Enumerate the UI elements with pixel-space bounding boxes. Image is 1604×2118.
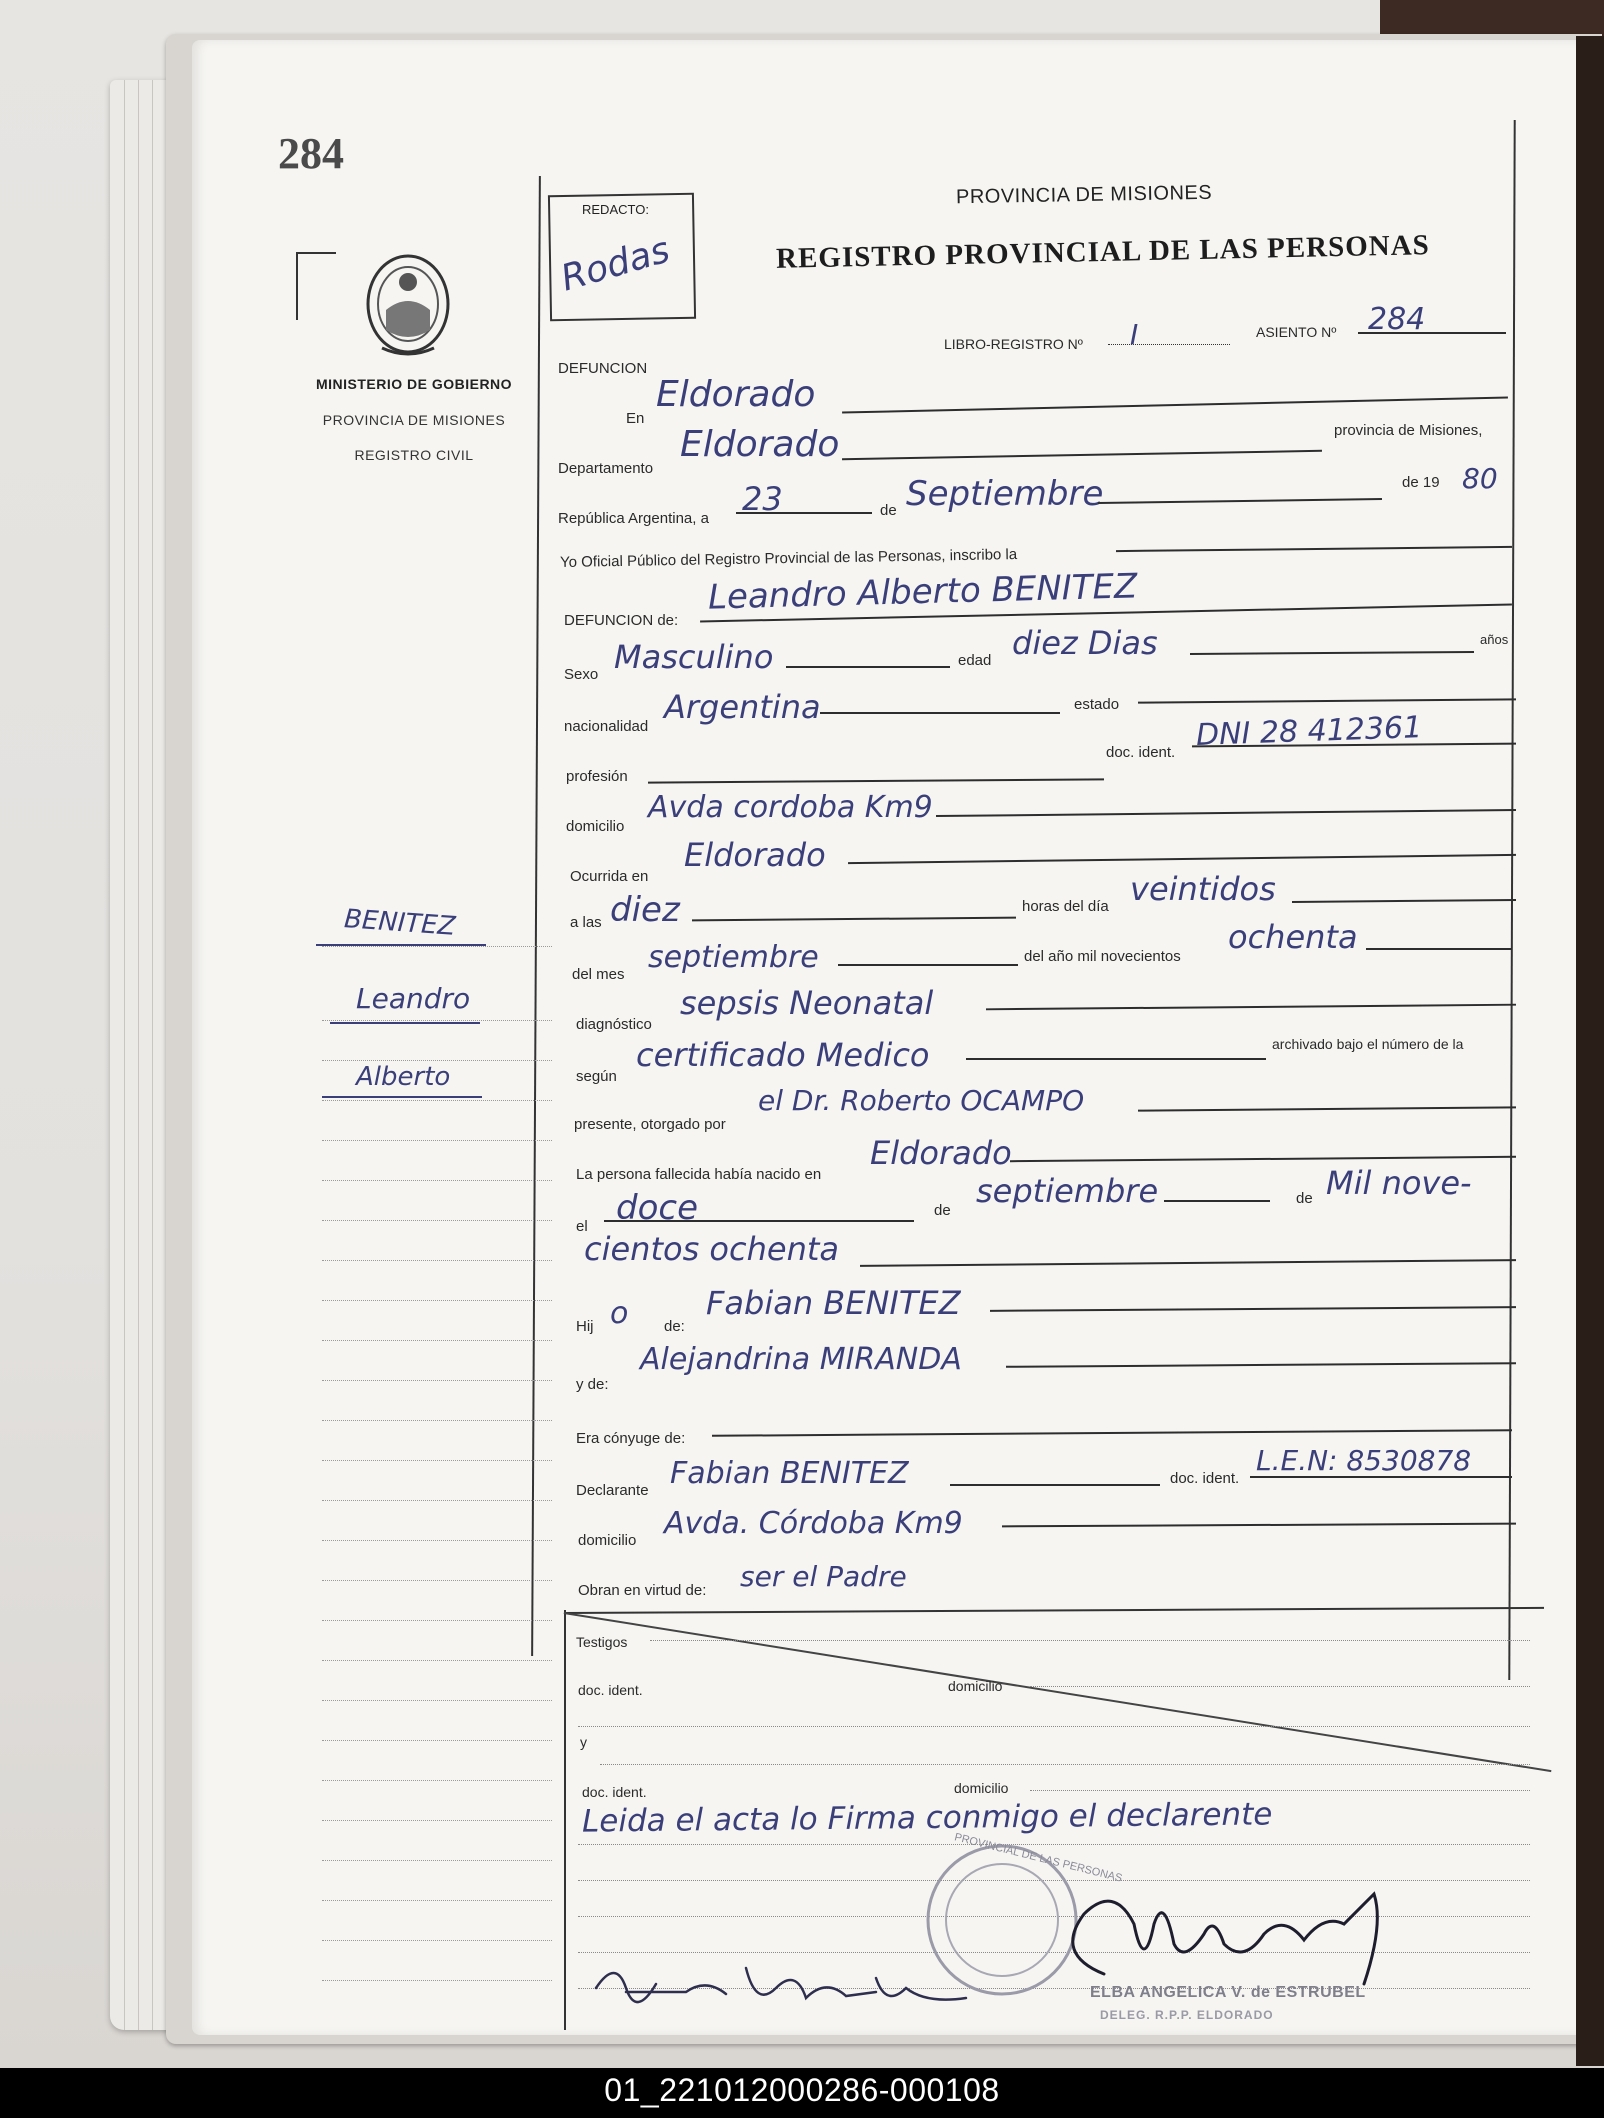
page-number: 284 <box>278 129 344 178</box>
domicilio2-value: Avda. Córdoba Km9 <box>664 1506 963 1541</box>
margin-note-underline <box>322 1096 482 1098</box>
anio-label: de 19 <box>1402 474 1440 491</box>
margin-note-surname: BENITEZ <box>343 904 457 942</box>
doc1-label: doc. ident. <box>578 1682 643 1698</box>
header-title: REGISTRO PROVINCIAL DE LAS PERSONAS <box>775 229 1431 275</box>
obran-value: ser el Padre <box>740 1560 907 1593</box>
doc2-label: doc. ident. <box>582 1784 647 1800</box>
presente-label: presente, otorgado por <box>574 1116 726 1133</box>
mes-value: Septiembre <box>906 474 1104 514</box>
del-anio-value: ochenta <box>1228 918 1358 956</box>
nacionalidad-value: Argentina <box>664 688 821 726</box>
dom2-label: domicilio <box>954 1780 1009 1796</box>
anio-value: 80 <box>1462 462 1498 495</box>
testigos-left-border <box>564 1610 566 2030</box>
redacto-value: Rodas <box>556 229 675 300</box>
madre-value: Alejandrina MIRANDA <box>640 1342 962 1377</box>
redacto-label: REDACTO: <box>582 202 649 217</box>
y-label: y <box>580 1734 587 1750</box>
ministry-label: MINISTERIO DE GOBIERNO <box>315 376 513 392</box>
en-label: En <box>626 410 645 427</box>
sexo-value: Masculino <box>614 638 774 676</box>
horas-value: veintidos <box>1130 870 1276 908</box>
del-mes-value: septiembre <box>648 940 819 975</box>
segun-value: certificado Medico <box>636 1036 930 1074</box>
hij-label: Hij <box>576 1318 594 1335</box>
en-value: Eldorado <box>656 374 816 415</box>
doc-ident-value: DNI 28 412361 <box>1195 710 1423 753</box>
de3-value: Mil nove- <box>1326 1164 1472 1202</box>
obran-label: Obran en virtud de: <box>578 1582 707 1599</box>
profesion-label: profesión <box>566 768 628 785</box>
header-province: PROVINCIA DE MISIONES <box>955 181 1213 209</box>
republica-label: República Argentina, a <box>558 510 709 527</box>
domicilio-label: domicilio <box>566 818 625 835</box>
official-stamp-name: ELBA ANGELICA V. de ESTRUBEL <box>1090 1984 1366 2001</box>
departamento-value: Eldorado <box>680 424 840 465</box>
cont-value: cientos ochenta <box>584 1230 839 1268</box>
margin-note-underline <box>330 1022 480 1024</box>
de2-label: de <box>934 1202 951 1219</box>
del-mes-label: del mes <box>572 966 625 983</box>
nacionalidad-label: nacionalidad <box>564 718 649 735</box>
registry-label: REGISTRO CIVIL <box>354 447 474 463</box>
el-value: doce <box>616 1188 698 1228</box>
estado-label: estado <box>1074 696 1120 713</box>
presente-value: el Dr. Roberto OCAMPO <box>758 1084 1085 1117</box>
testigos-label: Testigos <box>576 1634 628 1650</box>
provincia-suffix: provincia de Misiones, <box>1334 422 1483 439</box>
dom1-label: domicilio <box>948 1678 1003 1694</box>
edad-value: diez Dias <box>1012 624 1158 662</box>
horas-label: horas del día <box>1022 898 1109 915</box>
official-signature <box>1044 1884 1424 1994</box>
domicilio2-label: domicilio <box>578 1532 637 1549</box>
segun-label: según <box>576 1068 617 1085</box>
oficial-text: Yo Oficial Público del Registro Provincial de las Personas, inscribo la <box>559 546 1018 571</box>
de2-value: septiembre <box>976 1172 1159 1210</box>
departamento-label: Departamento <box>558 460 654 477</box>
sexo-label: Sexo <box>564 666 599 683</box>
asiento-label: ASIENTO Nº <box>1256 324 1337 340</box>
edad-label: edad <box>958 652 992 669</box>
y-de-label: y de: <box>576 1376 609 1393</box>
libro-value: I <box>1130 318 1139 351</box>
hij-de-label: de: <box>664 1318 685 1335</box>
libro-label: LIBRO-REGISTRO Nº <box>944 336 1083 352</box>
doc-ident-label: doc. ident. <box>1106 744 1176 761</box>
el-label: el <box>576 1218 588 1235</box>
doc-ident2-value: L.E.N: 8530878 <box>1256 1444 1472 1477</box>
round-stamp-text: PROVINCIAL DE LAS PERSONAS <box>953 1831 1124 1885</box>
asiento-value: 284 <box>1368 302 1426 337</box>
anios-label: años <box>1480 632 1509 647</box>
defuncion-de-label: DEFUNCION de: <box>564 612 679 629</box>
domicilio-value: Avda cordoba Km9 <box>648 790 933 825</box>
closing-text: Leida el acta lo Firma conmigo el declarente <box>581 1796 1273 1840</box>
nacido-label: La persona fallecida había nacido en <box>576 1166 822 1183</box>
dia-value: 23 <box>742 480 783 518</box>
nacido-value: Eldorado <box>870 1134 1012 1172</box>
del-anio-label: del año mil novecientos <box>1024 948 1181 965</box>
ocurrida-label: Ocurrida en <box>570 868 649 885</box>
a-las-label: a las <box>570 914 602 931</box>
diagnostico-value: sepsis Neonatal <box>680 984 934 1022</box>
margin-note-name2: Alberto <box>356 1062 451 1092</box>
declarant-signature <box>586 1948 986 2028</box>
declarante-value: Fabian BENITEZ <box>670 1456 909 1491</box>
image-caption: 01_221012000286-000108 <box>604 2072 1000 2108</box>
hij-value: o <box>610 1296 629 1331</box>
a-las-value: diez <box>610 890 680 930</box>
conyuge-label: Era cónyuge de: <box>576 1430 686 1447</box>
act-type-label: DEFUNCION <box>558 360 648 377</box>
declarante-label: Declarante <box>576 1482 649 1499</box>
ocurrida-value: Eldorado <box>684 836 826 874</box>
official-stamp-subtext: DELEG. R.P.P. ELDORADO <box>1100 2008 1274 2022</box>
defuncion-de-value: Leandro Alberto BENITEZ <box>707 566 1138 618</box>
de3-label: de <box>1296 1190 1313 1207</box>
doc-ident2-label: doc. ident. <box>1170 1470 1240 1487</box>
margin-note-name1: Leandro <box>356 982 471 1015</box>
padre-value: Fabian BENITEZ <box>706 1284 961 1322</box>
diagnostico-label: diagnóstico <box>576 1016 652 1033</box>
archivado-label: archivado bajo el número de la <box>1272 1036 1464 1052</box>
province-label: PROVINCIA DE MISIONES <box>322 412 506 428</box>
de-label: de <box>880 502 897 519</box>
